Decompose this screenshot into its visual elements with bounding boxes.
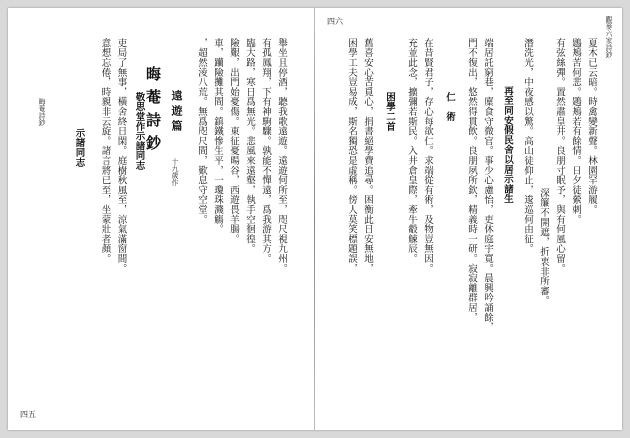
poem-title: 示諸同志 xyxy=(73,128,85,168)
text-column: 充並此念，擴彌若斯民。入井倉皇際，牽牛觳觫辰。 xyxy=(406,38,417,264)
text-column: 困學工夫豈易成，斯名獨恐是虛稱。傍人莫笑標題誤， xyxy=(346,38,357,274)
running-head: 觀麥六家詩鈔 xyxy=(605,16,613,58)
section-title: 遠遊篇 xyxy=(170,90,183,135)
text-column: ，超然淩八荒。無爲咫尺間，歎息守空堂。 xyxy=(196,38,207,225)
text-column: 車，躪險攤其間。鎮鐵慘生平，一瓊珠濺觴。 xyxy=(212,38,223,234)
text-column: 門不復出，悠然得貫飲。良朋夙所欽，精義時一研。寂寂離群居， xyxy=(466,38,477,323)
text-column: 夏木已云暗。時禽變新聲。林園罕游履。 xyxy=(586,38,597,215)
text-column: 吏局了無事，橫舍終日閑。庭樹秋風至，涼氣滿窗間。 xyxy=(115,38,127,274)
text-column: 舉坐且停酒，聽我歌遠遊。遠遊何所至，咫尺視九州。 xyxy=(276,38,287,274)
poem-title: 敬思堂作示諸同志 xyxy=(133,92,145,171)
poem-title: 仁 術 xyxy=(444,92,455,122)
text-column: 有孤鳳翔，下有神駒驟。孰能不憚遠，爲我游其方。 xyxy=(260,38,271,264)
page-number: 四六 xyxy=(327,17,343,26)
page-number: 四五 xyxy=(20,410,36,419)
text-column: 有弦絲彈。置然肅皇井。良朋寸眠予，與有何風心留。 xyxy=(554,38,565,274)
text-column: 潛洗光，中夜感以驚。高山徒仰止，逡巡何由征。 xyxy=(522,38,533,254)
text-column: 端居託窮巷，廩食守微官。事少心慮怡，吏休庭宇寬。晨興吟誦餘， xyxy=(482,38,493,332)
book-spread xyxy=(8,8,622,430)
left-page xyxy=(8,8,314,430)
book-title: 晦菴詩鈔 xyxy=(144,66,162,158)
running-foot: 晦菴詩鈔 xyxy=(38,98,46,126)
text-column: 險艱，出門始憂傷。東征憂暘谷，西遊畏羊腸。 xyxy=(228,38,239,244)
text-column: 在昔賢君子，存心每欲仁。求端從有術，及物豈無因。 xyxy=(422,38,433,274)
poem-title: 再至同安假民舍以居示諸生 xyxy=(502,86,513,204)
poem-title: 困學二首 xyxy=(384,92,395,132)
gutter xyxy=(314,8,315,430)
text-column: 鶗鴂苦何悲。鶗鴂若有餘情。日夕徒縈刺。 xyxy=(570,38,581,225)
text-column: 意想忘倦，時親非云旋。諸言將已至，坐蒙壯者顏。 xyxy=(99,38,111,264)
text-column: 臨大路，寒日爲無光。悲風來遠壑，執手空徊徨。 xyxy=(244,38,255,254)
text-column: 舊喜安心苦覓心，捐書絕學費追尋。困衡此日安無地， xyxy=(362,38,373,274)
right-page xyxy=(315,8,622,430)
section-note: 十九歲作 xyxy=(171,158,179,186)
text-column: 深簾不開遮，折衷非所審。 xyxy=(538,188,549,306)
